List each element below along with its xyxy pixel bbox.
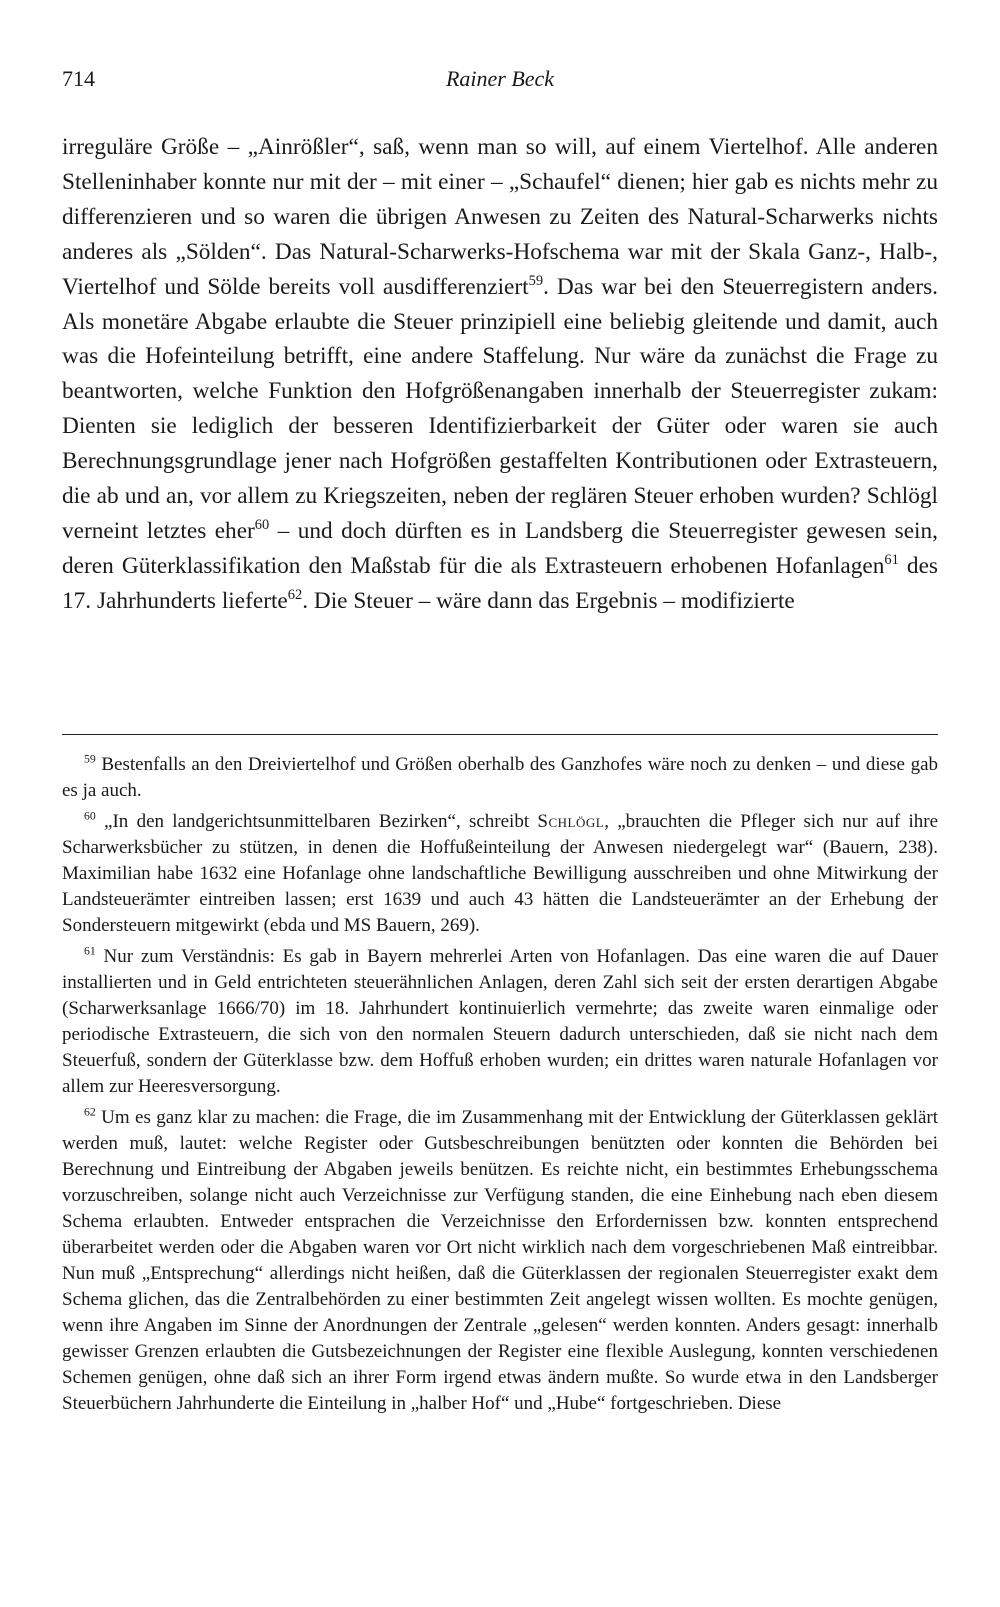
footnote-ref-61: 61: [884, 552, 899, 569]
main-text: [62, 130, 938, 619]
footnote-ref-59: 59: [528, 272, 544, 289]
footnote-text: Um es ganz klar zu machen: die Frage, die im Zusammenhang mit der Entwicklung der Güterklassen geklärt werden muß, lautet: welche Register oder Gutsbeschreibungen benützten oder konnten die Behörden bei Berechnung und Eintreibung der Abgaben jeweils benützen. Es reichte nicht, ein bestimmtes Erhebungsschema vorzuschreiben, solange nicht auch Verzeichnisse zur Verfügung standen, die eine Einhebung nach eben diesem Schema erlaubten. Entweder entsprachen die Verzeichnisse den Erfordernissen bzw. konnten entsprechend überarbeitet werden oder die Abgaben waren vor Ort nicht wirklich nach dem vorgeschriebenen Maß eintreibbar. Nun muß „Entsprechung“ allerdings nicht heißen, daß die Güterklassen der regionalen Steuerregister exakt dem Schema glichen, das die Zentralbehörden zu einer bestimmten Zeit angelegt wissen wollten. Es mochte genügen, wenn ihre Angaben im Sinne der Anordnungen der Zentrale „gelesen“ werden konnten. Anders gesagt: innerhalb gewisser Grenzen erlaubten die Gutsbezeichnungen der Register eine flexible Auslegung, konnten verschiedenen Schemen genügen, ohne daß sich an ihrer Form irgend etwas ändern mußte. So wurde etwa in den Landsberger Steuerbüchern Jahrhunderte die Einteilung in „halber Hof“ und „Hube“ fortgeschrieben. Diese: [62, 1107, 938, 1414]
footnotes: [62, 752, 938, 1422]
body-segment: des 17. Jahrhunderts lieferte: [62, 552, 938, 614]
page-header: [62, 66, 938, 100]
footnote-text: , „brauchten die Pfleger sich nur auf ihre Scharwerksbücher zu stützen, in denen die Hoffußeinteilung der Anwesen niedergelegt war“ (Bauern, 238). Maximilian habe 1632 eine Hofanlage ohne landschaftliche Bewilligung ausschreiben und ohne Mitwirkung der Landsteuerämter eintreiben lassen; erst 1639 und auch 43 hätten die Landsteuerämter an der Erhebung der Sondersteuern mitgewirkt (ebda und MS Bauern, 269).: [62, 811, 938, 936]
body-segment: . Das war bei den Steuerregistern anders. Als monetäre Abgabe erlaubte die Steuer prinzipiell eine beliebig gleitende und damit, auch was die Hofeinteilung betrifft, eine andere Staffelung. Nur wäre da zunächst die Frage zu beantworten, welche Funktion den Hofgrößenangaben innerhalb der Steuerregister zukam: Dienten sie lediglich der besseren Identifizierbarkeit der Güter oder waren sie auch Berechnungsgrundlage jener nach Hofgrößen gestaffelten Kontributionen oder Extrasteuern, die ab und an, vor allem zu Kriegszeiten, neben der reglären Steuer erhoben wurden? Schlögl verneint letztes eher: [62, 273, 939, 544]
footnote-62: [62, 1105, 938, 1417]
body-segment: . Die Steuer – wäre dann das Ergebnis – modifizierte: [302, 587, 795, 614]
footnote-60: [62, 809, 938, 939]
page-number: 714: [62, 66, 95, 91]
body-segment: irreguläre Größe – „Ainrößler“, saß, wenn man so will, auf einem Viertelhof. Alle anderen Stelleninhaber konnte nur mit der – mit einer – „Schaufel“ dienen; hier gab es nichts mehr zu differenzieren und so waren die übrigen Anwesen zu Zeiten des Natural-Scharwerks nichts anderes als „Sölden“. Das Natural-Scharwerks-Hofschema war mit der Skala Ganz-, Halb-, Viertelhof und Sölde bereits voll ausdifferenziert: [62, 134, 938, 300]
footnote-text: „In den landgerichtsunmittelbaren Bezirken“, schreibt: [104, 811, 538, 832]
running-head-author: Rainer Beck: [445, 66, 555, 91]
footnote-text: Bestenfalls an den Dreiviertelhof und Größen oberhalb des Ganzhofes wäre noch zu denken – und diese gab es ja auch.: [62, 754, 938, 801]
footnote-61: [62, 944, 938, 1100]
cited-author: Schlögl: [537, 811, 605, 832]
footnote-text: Nur zum Verständnis: Es gab in Bayern mehrerlei Arten von Hofanlagen. Das eine waren die auf Dauer installierten und in Geld entrichteten steuerähnlichen Anlagen, deren Zahl sich seit der ersten derartigen Abgabe (Scharwerksanlage 1666/70) im 18. Jahrhundert kontinuierlich vermehrte; das zweite waren einmalige oder periodische Extrasteuern, die sich von den normalen Steuern dadurch unterschieden, daß sie nicht nach dem Steuerfuß, sondern der Güterklasse bzw. dem Hoffuß erhoben wurden; ein drittes waren naturale Hofanlagen vor allem zur Heeresversorgung.: [62, 946, 938, 1097]
footnote-number: 59: [84, 752, 96, 766]
footnote-59: [62, 752, 938, 804]
footnote-number: 62: [84, 1105, 96, 1119]
footnote-divider: [62, 734, 938, 735]
footnote-ref-62: 62: [287, 587, 303, 604]
footnote-number: 60: [84, 809, 96, 823]
footnote-ref-60: 60: [254, 517, 270, 534]
body-segment: – und doch dürften es in Landsberg die Steuerregister gewesen sein, deren Güterklassifikation den Maßstab für die als Extrasteuern erhobenen Hofanlagen: [62, 517, 938, 579]
body-paragraph: [62, 130, 938, 619]
footnote-number: 61: [84, 944, 96, 958]
